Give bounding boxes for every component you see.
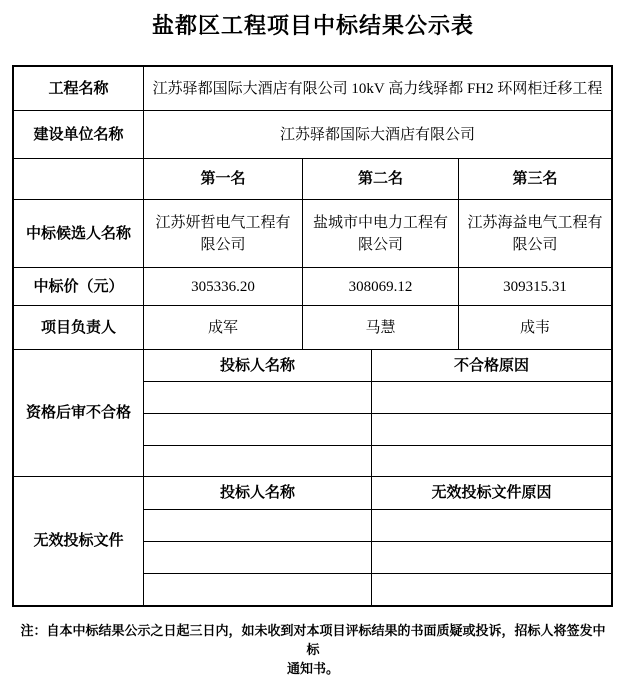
row-bid-price [14,267,611,305]
footer-note [20,621,606,678]
footer-note-line-2: 通知书。 [286,661,339,676]
candidate-1: 江苏妍哲电气工程有限公司 [143,200,302,267]
rank-header-second: 第二名 [302,159,458,199]
invalid-bidder-header: 投标人名称 [143,477,371,509]
unqualified-reason-header: 不合格原因 [371,350,611,381]
bid-price-2: 308069.12 [302,268,458,305]
project-manager-1: 成军 [143,306,302,349]
row-project-name [14,67,611,110]
invalid-documents-label: 无效投标文件 [33,532,124,549]
section-invalid-documents [14,476,611,605]
bid-price-1: 305336.20 [143,268,302,305]
bid-result-table [12,65,613,607]
unqualified-reason-cell [371,381,611,413]
project-manager-label: 项目负责人 [40,318,116,336]
row-owner-name [14,110,611,158]
unqualified-bidder-cell [143,445,371,476]
invalid-reason-cell [371,509,611,541]
row-candidates [14,199,611,267]
bid-price-3: 309315.31 [458,268,611,305]
unqualified-bidder-cell [143,413,371,445]
invalid-reason-header: 无效投标文件原因 [371,477,611,509]
candidate-2: 盐城市中电力工程有限公司 [302,200,458,267]
project-manager-2: 马慧 [302,306,458,349]
invalid-reason-cell [371,541,611,573]
unqualified-label: 资格后审不合格 [25,404,131,421]
section-unqualified [14,349,611,476]
unqualified-reason-cell [371,413,611,445]
candidates-label: 中标候选人名称 [25,224,131,242]
rank-header-empty-cell [14,159,143,199]
rank-header-first: 第一名 [143,159,302,199]
unqualified-reason-cell [371,445,611,476]
row-project-manager [14,305,611,349]
footer-note-line-1: 注：自本中标结果公示之日起三日内，如未收到对本项目评标结果的书面质疑或投诉，招标人将签发中标 [20,623,606,657]
project-name-label: 工程名称 [48,79,109,97]
owner-name-label: 建设单位名称 [33,125,124,143]
unqualified-bidder-cell [143,381,371,413]
project-name-value: 江苏驿都国际大酒店有限公司 10kV 高力线驿都 FH2 环网柜迁移工程 [143,67,611,110]
bid-price-label: 中标价（元） [33,277,124,295]
invalid-bidder-cell [143,541,371,573]
invalid-reason-cell [371,573,611,605]
invalid-bidder-cell [143,573,371,605]
row-rank-headers [14,158,611,199]
project-manager-3: 成韦 [458,306,611,349]
invalid-bidder-cell [143,509,371,541]
owner-name-value: 江苏驿都国际大酒店有限公司 [143,111,611,158]
page-title: 盐都区工程项目中标结果公示表 [151,13,474,38]
candidate-3: 江苏海益电气工程有限公司 [458,200,611,267]
unqualified-bidder-header: 投标人名称 [143,350,371,381]
rank-header-third: 第三名 [458,159,611,199]
